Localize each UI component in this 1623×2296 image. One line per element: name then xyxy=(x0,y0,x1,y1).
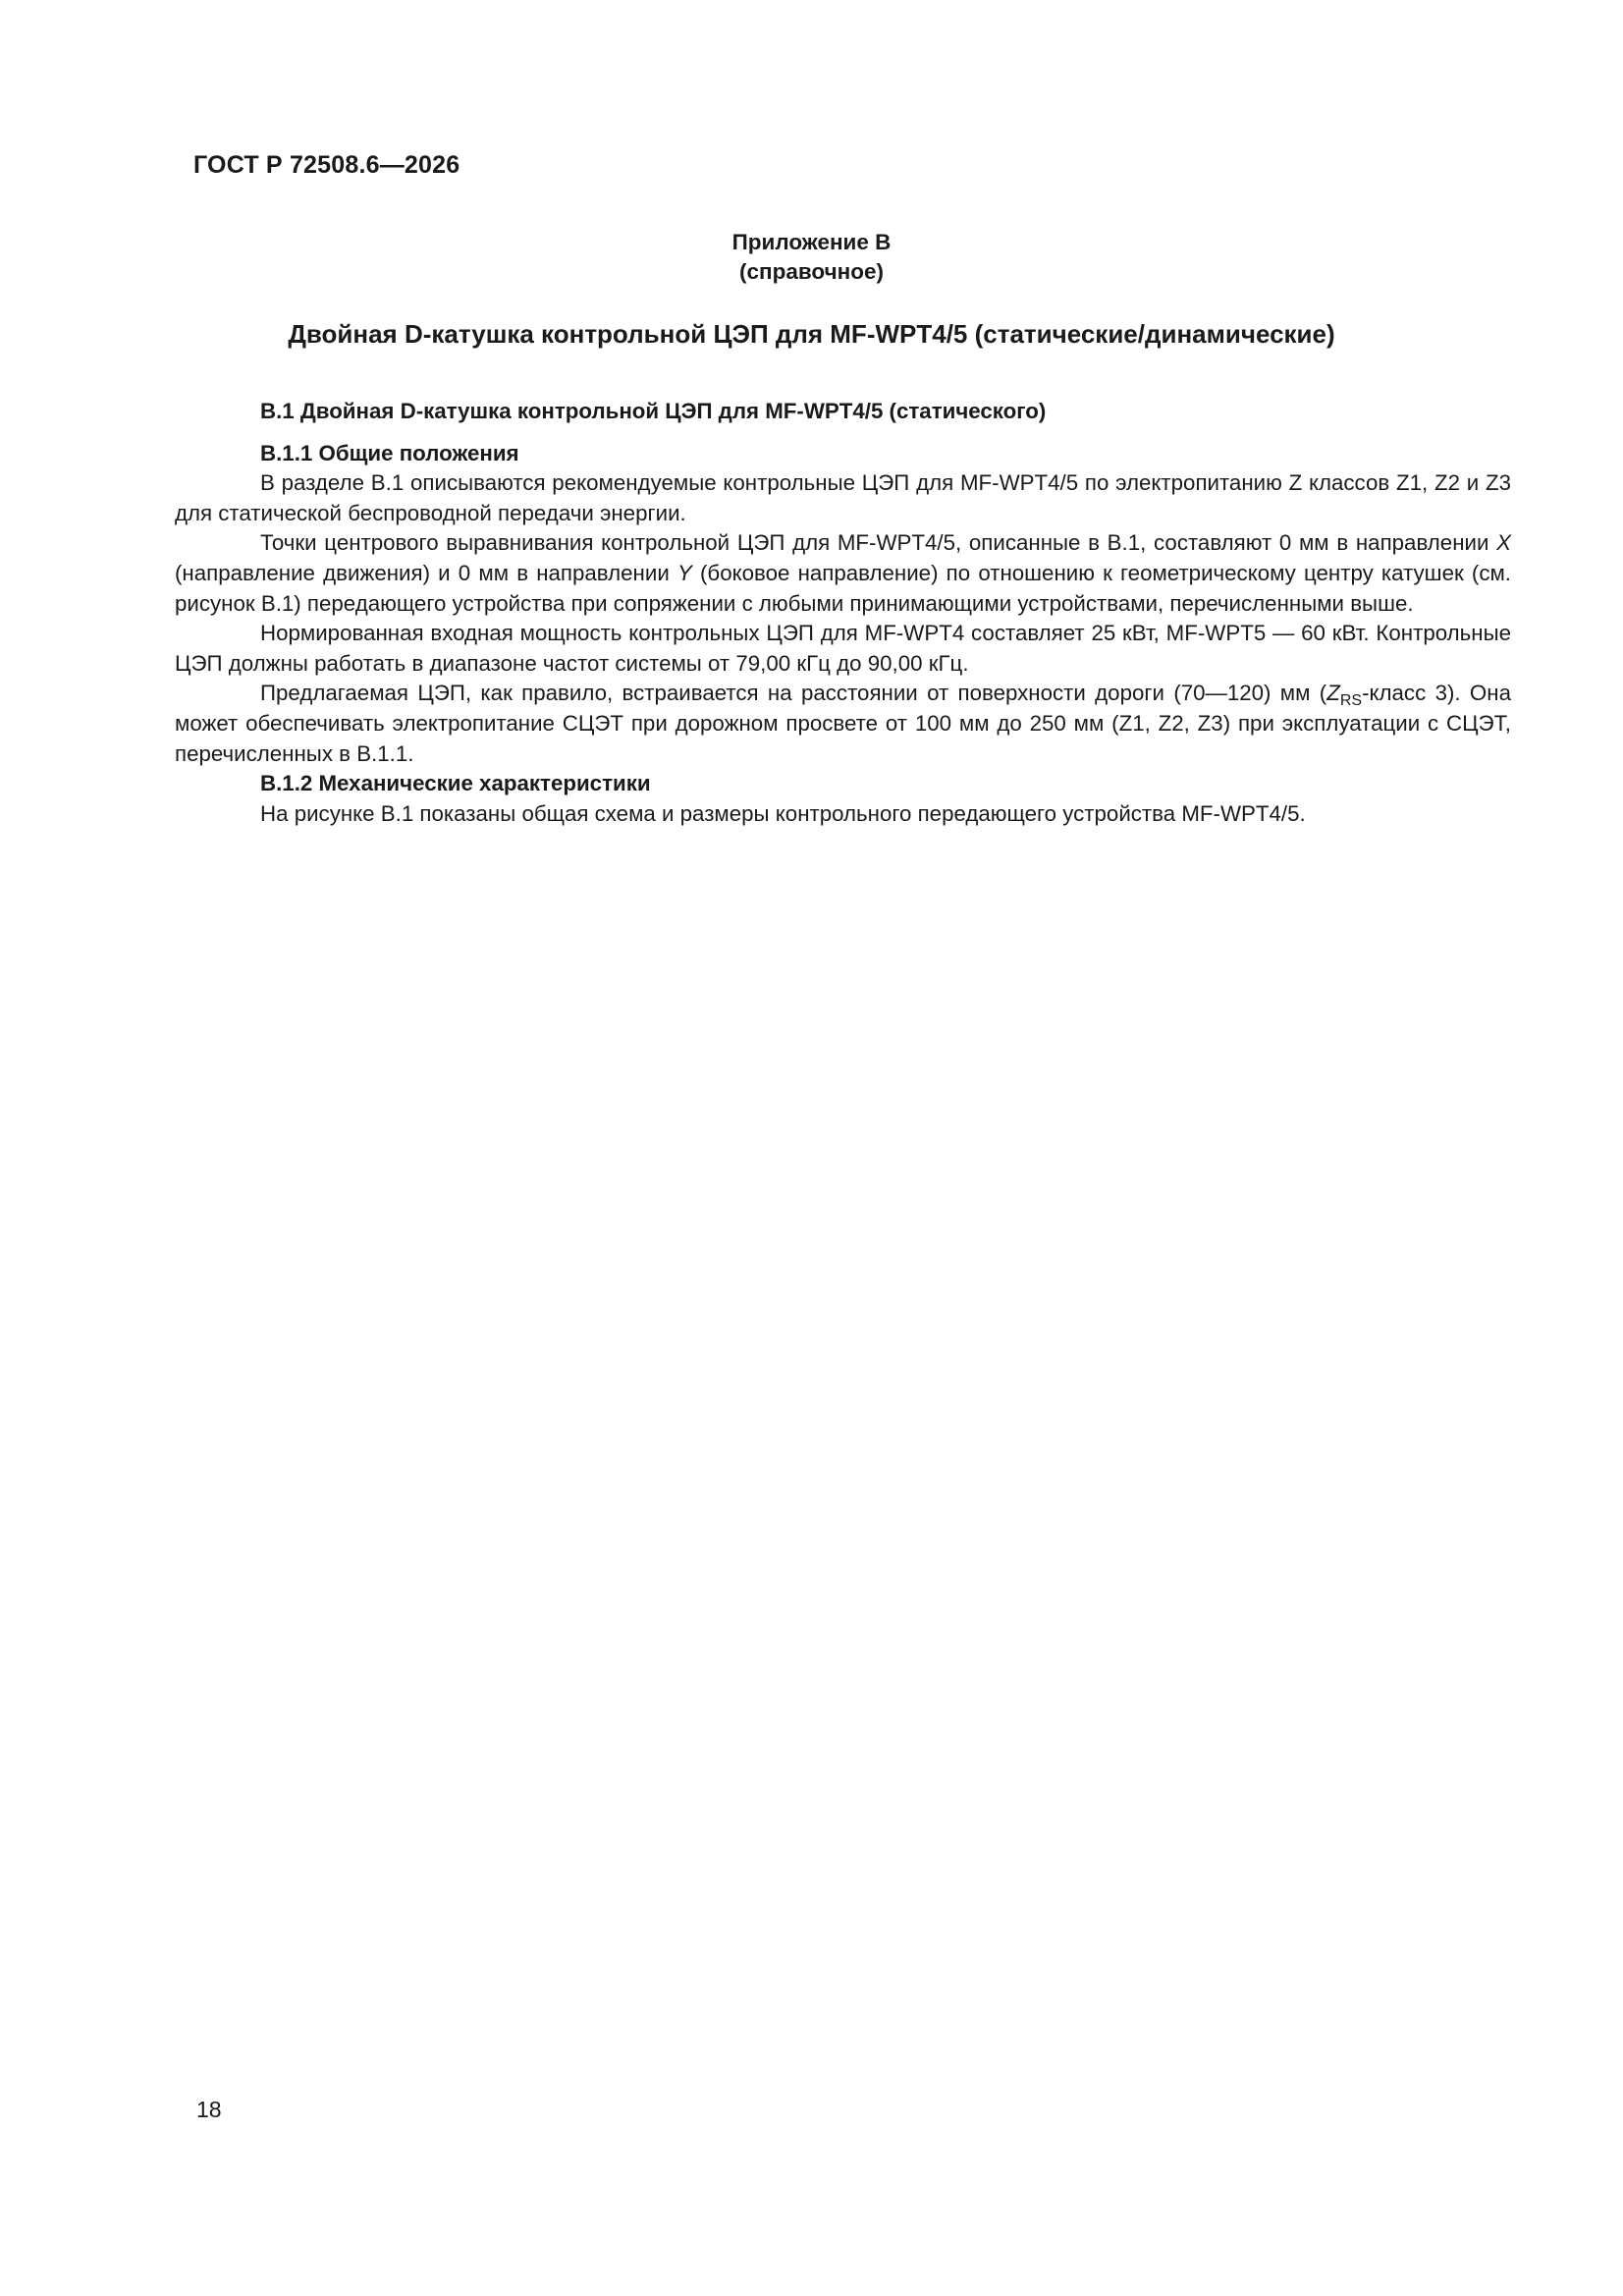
paragraph-3: Нормированная входная мощность контрольных ЦЭП для MF-WPT4 составляет 25 кВт, MF-WPT5 — 60 кВт. Контрольные ЦЭП должны работать в диапазоне частот системы от 79,00 кГц до 90,00 кГц. xyxy=(175,621,1511,676)
paragraph-1: В разделе В.1 описываются рекомендуемые контрольные ЦЭП для MF-WPT4/5 по электропитанию Z классов Z1, Z2 и Z3 для статической беспроводной передачи энергии. xyxy=(175,470,1511,525)
z-subscript: RS xyxy=(1339,692,1363,710)
section-heading-b1-2: В.1.2 Механические характеристики xyxy=(260,771,651,796)
appendix-title: Приложение В xyxy=(731,230,892,254)
paragraph-5: На рисунке В.1 показаны общая схема и размеры контрольного передающего устройства MF-WPT4/5. xyxy=(260,800,1306,826)
paragraph-2: Точки центрового выравнивания контрольной ЦЭП для MF-WPT4/5, описанные в В.1, составляют 0 мм в направлении X (направление движения) и 0 мм в направлении Y (боковое направление) по отношению к геометрическому центру катушек (см. рисунок В.1) передающего устройства при сопряжении с любыми принимающими устройствами, перечисленными выше. xyxy=(175,530,1511,616)
section-heading-b1-1: В.1.1 Общие положения xyxy=(260,440,519,465)
axis-x-symbol: X xyxy=(1496,530,1511,556)
page-number: 18 xyxy=(196,2097,222,2122)
axis-y-symbol: Y xyxy=(676,560,692,585)
document-header: ГОСТ Р 72508.6—2026 xyxy=(193,151,460,179)
section-heading-b1: В.1 Двойная D-катушка контрольной ЦЭП для MF-WPT4/5 (статического) xyxy=(260,399,1047,423)
body-text xyxy=(175,397,1511,829)
paragraph-4: Предлагаемая ЦЭП, как правило, встраивается на расстоянии от поверхности дороги (70—120) мм ($Z_{RS}$-класс 3). Она может обеспечивать электропитание СЦЭТ при дорожном просвете от 100 мм до 250 мм (Z1, Z2, Z3) при эксплуатации с СЦЭТ, перечисленных в В.1.1. xyxy=(175,681,1511,766)
z-symbol: Z xyxy=(1326,681,1340,706)
main-title: Двойная D-катушка контрольной ЦЭП для MF-WPT4/5 (статические/динамические) xyxy=(288,319,1335,349)
appendix-type: (справочное) xyxy=(739,259,884,284)
